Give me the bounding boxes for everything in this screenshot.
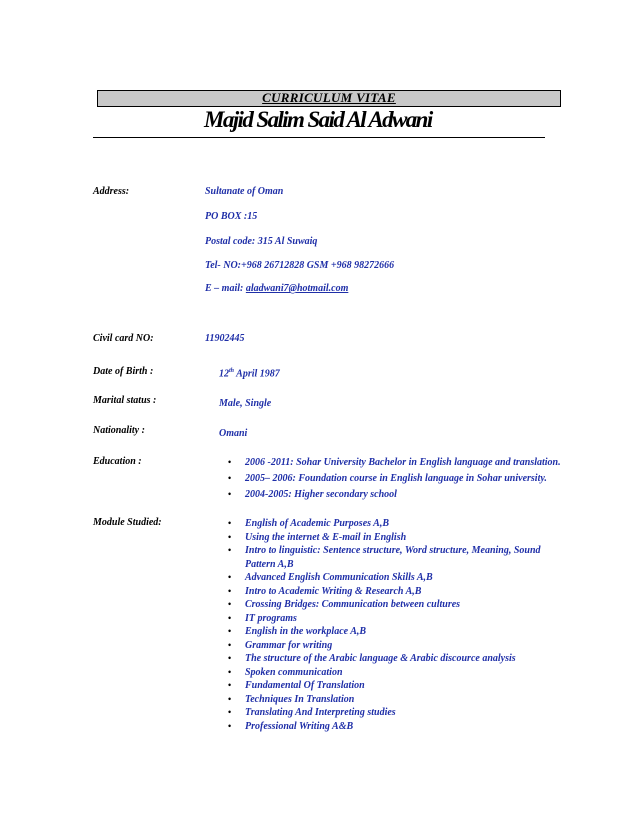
- list-item: • Translating And Interpreting studies: [228, 707, 396, 718]
- person-name: Majid Salim Said Al Adwani: [204, 107, 432, 132]
- bullet-icon: •: [228, 572, 232, 582]
- email-line: [205, 283, 348, 294]
- bullet-icon: •: [228, 626, 232, 636]
- civil-card-value: 11902445: [205, 333, 245, 344]
- email-link[interactable]: aladwani7@hotmail.com: [245, 283, 349, 294]
- modules-list: [228, 517, 563, 733]
- list-item: • Professional Writing A&B: [228, 720, 354, 732]
- bullet-icon: •: [228, 457, 232, 467]
- list-item: • English in the workplace A,B: [228, 626, 367, 637]
- dob-value: [219, 368, 280, 379]
- bullet-icon: •: [228, 612, 232, 623]
- list-item: • Intro to Academic Writing & Research A,B: [228, 585, 422, 597]
- dob-label: Date of Birth :: [93, 366, 154, 377]
- list-item: • Intro to linguistic: Sentence structure, Word structure, Meaning, Sound Pattern A,B: [228, 545, 541, 570]
- list-item: • IT programs: [228, 612, 297, 624]
- header-divider: [93, 137, 545, 138]
- bullet-icon: •: [228, 545, 232, 555]
- bullet-icon: •: [228, 666, 232, 677]
- list-item: • Spoken communication: [228, 666, 343, 678]
- address-line: Postal code: 315 Al Suwaiq: [205, 236, 318, 247]
- list-item: • Fundamental Of Translation: [228, 680, 365, 691]
- bullet-icon: •: [228, 653, 232, 663]
- title-banner: [97, 90, 561, 107]
- dob-day: 12: [219, 368, 229, 380]
- education-label: Education :: [93, 456, 142, 467]
- bullet-icon: •: [228, 531, 232, 542]
- civil-card-label: Civil card NO:: [93, 333, 154, 344]
- list-item: • English of Academic Purposes A,B: [228, 518, 389, 529]
- education-list: [228, 456, 561, 504]
- bullet-icon: •: [228, 473, 232, 483]
- list-item: • 2005– 2006: Foundation course in English language in Sohar university.: [228, 473, 547, 484]
- address-line: Sultanate of Oman: [205, 186, 284, 197]
- list-item: • The structure of the Arabic language & Arabic discource analysis: [228, 653, 516, 664]
- list-item: • Grammar for writing: [228, 639, 333, 651]
- bullet-icon: •: [228, 518, 232, 528]
- marital-value: Male, Single: [219, 398, 272, 409]
- list-item: • 2006 -2011: Sohar University Bachelor in English language and translation.: [228, 457, 561, 468]
- list-item: • Techniques In Translation: [228, 693, 355, 705]
- bullet-icon: •: [228, 639, 232, 650]
- modules-label: Module Studied:: [93, 517, 162, 528]
- nationality-label: Nationality :: [93, 425, 145, 436]
- bullet-icon: •: [228, 489, 232, 499]
- phone-line: Tel- NO:+968 26712828 GSM +968 98272666: [205, 260, 395, 271]
- dob-month-year: April 1987: [234, 368, 280, 380]
- bullet-icon: •: [228, 693, 232, 704]
- nationality-value: Omani: [219, 428, 248, 439]
- bullet-icon: •: [228, 585, 232, 596]
- bullet-icon: •: [228, 707, 232, 717]
- address-label: Address:: [93, 186, 130, 197]
- list-item: • Using the internet & E-mail in English: [228, 531, 407, 543]
- bullet-icon: •: [228, 680, 232, 690]
- list-item: • Crossing Bridges: Communication between cultures: [228, 599, 461, 610]
- list-item: • Advanced English Communication Skills A,B: [228, 572, 433, 583]
- address-line: PO BOX :15: [205, 211, 258, 222]
- marital-label: Marital status :: [93, 395, 157, 406]
- email-prefix: E – mail:: [205, 283, 246, 294]
- document-title: CURRICULUM VITAE: [262, 90, 396, 105]
- list-item: • 2004-2005: Higher secondary school: [228, 489, 397, 500]
- bullet-icon: •: [228, 720, 232, 731]
- bullet-icon: •: [228, 599, 232, 609]
- dob-suffix: th: [229, 368, 235, 374]
